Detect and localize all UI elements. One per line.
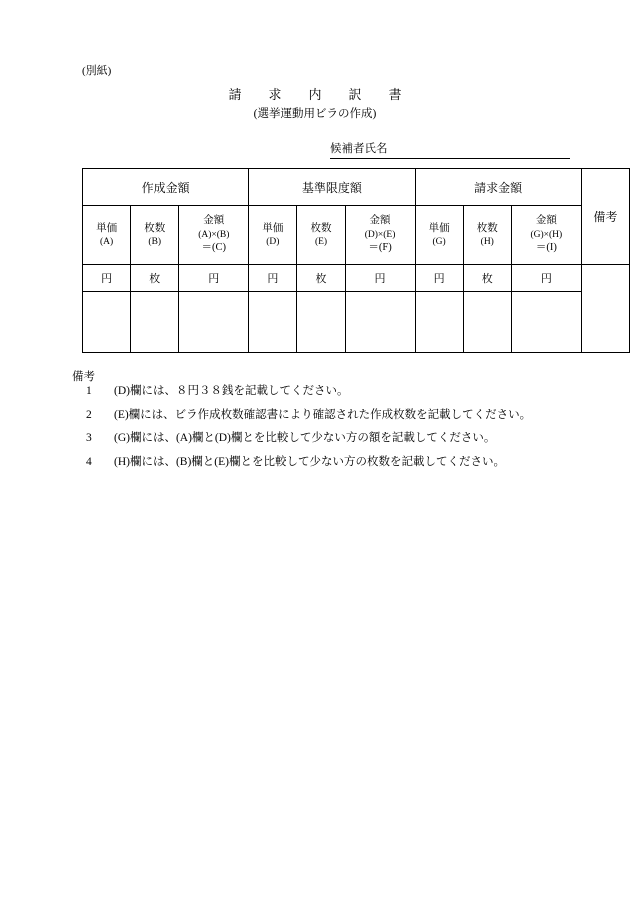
note-text: (E)欄には、ビラ作成枚数確認書により確認された作成枚数を記載してください。 [114, 408, 532, 421]
note-number: 4 [86, 455, 92, 468]
remarks-cell[interactable] [581, 265, 629, 353]
unit-cell-d[interactable]: 円 [249, 265, 297, 292]
group-header-limit-amount: 基準限度額 [249, 169, 415, 206]
sub-header-amount-c: 金額 (A)×(B) ＝(C) [179, 206, 249, 265]
note-text: (G)欄には、(A)欄と(D)欄とを比較して少ない方の額を記載してください。 [114, 432, 496, 444]
entry-cell-f[interactable] [345, 292, 415, 353]
note-item [82, 433, 602, 445]
column-header-remarks: 備考 [581, 169, 629, 265]
note-text: (H)欄には、(B)欄と(E)欄とを比較して少ない方の枚数を記載してください。 [114, 455, 505, 468]
unit-cell-g[interactable]: 円 [415, 265, 463, 292]
table-unit-row [83, 265, 630, 292]
entry-cell-a[interactable] [83, 292, 131, 353]
note-item [82, 410, 602, 422]
entry-cell-b[interactable] [131, 292, 179, 353]
unit-cell-i[interactable]: 円 [511, 265, 581, 292]
candidate-name-field [330, 140, 570, 158]
unit-cell-a[interactable]: 円 [83, 265, 131, 292]
group-header-creation-amount: 作成金額 [83, 169, 249, 206]
candidate-name-label: 候補者氏名 [330, 143, 388, 155]
unit-cell-f[interactable]: 円 [345, 265, 415, 292]
note-number: 2 [86, 408, 92, 421]
sub-header-unit-price-g: 単価 (G) [415, 206, 463, 265]
attachment-label: (別紙) [82, 65, 112, 77]
sub-header-amount-i: 金額 (G)×(H) ＝(I) [511, 206, 581, 265]
unit-cell-b[interactable]: 枚 [131, 265, 179, 292]
table-group-header-row [83, 169, 630, 206]
sub-header-sheets-b: 枚数 (B) [131, 206, 179, 265]
note-text: (D)欄には、８円３８銭を記載してください。 [114, 385, 349, 397]
entry-cell-h[interactable] [463, 292, 511, 353]
sub-header-unit-price-a: 単価 (A) [83, 206, 131, 265]
table-sub-header-row [83, 206, 630, 265]
unit-cell-c[interactable]: 円 [179, 265, 249, 292]
sub-header-unit-price-d: 単価 (D) [249, 206, 297, 265]
entry-cell-g[interactable] [415, 292, 463, 353]
entry-cell-i[interactable] [511, 292, 581, 353]
sub-header-amount-f: 金額 (D)×(E) ＝(F) [345, 206, 415, 265]
notes-heading: 備考 [72, 371, 95, 383]
notes-list [82, 386, 602, 480]
sub-header-sheets-e: 枚数 (E) [297, 206, 345, 265]
page-title: 請 求 内 訳 書 [228, 87, 409, 102]
note-number: 3 [86, 432, 92, 444]
entry-cell-e[interactable] [297, 292, 345, 353]
unit-cell-h[interactable]: 枚 [463, 265, 511, 292]
unit-cell-e[interactable]: 枚 [297, 265, 345, 292]
page-subtitle: (選挙運動用ビラの作成) [253, 108, 377, 120]
billing-breakdown-table [82, 168, 630, 353]
note-item [82, 457, 602, 469]
candidate-name-underline [330, 158, 570, 159]
group-header-claim-amount: 請求金額 [415, 169, 581, 206]
entry-cell-d[interactable] [249, 292, 297, 353]
sub-header-sheets-h: 枚数 (H) [463, 206, 511, 265]
table-entry-row [83, 292, 630, 353]
note-number: 1 [86, 385, 92, 397]
entry-cell-c[interactable] [179, 292, 249, 353]
note-item [82, 386, 602, 398]
